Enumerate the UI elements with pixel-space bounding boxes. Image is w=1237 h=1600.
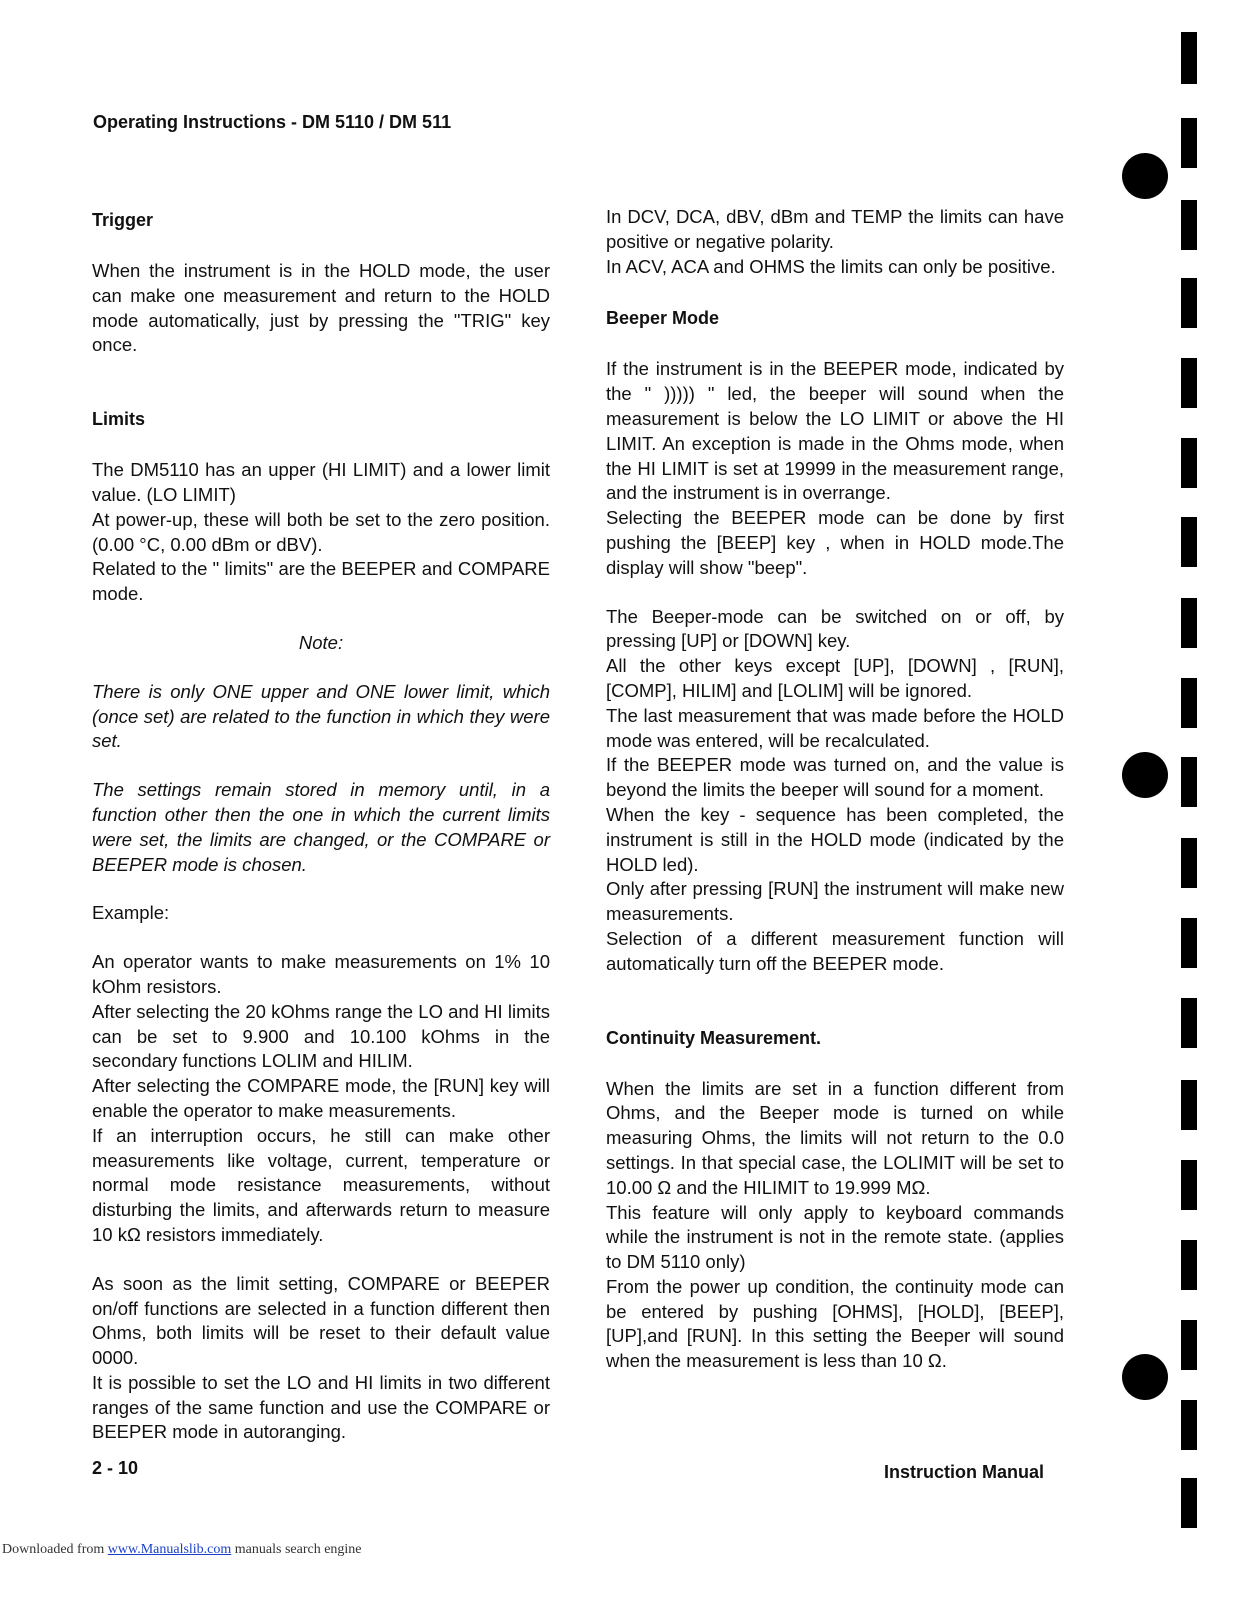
page-number: 2 - 10: [92, 1458, 139, 1478]
note-paragraph: The settings remain stored in memory until, in a function other then the one in which the current limits were set, the limits are changed, or the COMPARE or BEEPER mode is chosen.: [92, 779, 550, 875]
binding-mark: [1181, 278, 1197, 328]
binding-mark: [1181, 998, 1197, 1048]
punch-hole: [1122, 752, 1168, 798]
polarity-paragraph: In ACV, ACA and OHMS the limits can only be positive.: [606, 255, 1056, 277]
beeper-paragraph: When the key - sequence has been completed, the instrument is still in the HOLD mode (indicated by the HOLD led).: [606, 803, 1064, 875]
reset-paragraph: It is possible to set the LO and HI limits in two different ranges of the same function and use the COMPARE or BEEPER mode in autoranging.: [92, 1371, 550, 1443]
note-paragraph: There is only ONE upper and ONE lower limit, which (once set) are related to the function in which they were set.: [92, 680, 550, 752]
binding-mark: [1181, 757, 1197, 807]
page-header: Operating Instructions - DM 5110 / DM 511: [93, 112, 452, 132]
binding-mark: [1181, 1400, 1197, 1450]
download-notice: [2, 1542, 362, 1558]
trigger-text: When the instrument is in the HOLD mode, the user can make one measurement and return to the HOLD mode automatically, just by pressing the "TRIG" key once.: [92, 260, 550, 356]
binding-mark: [1181, 438, 1197, 488]
binding-mark: [1181, 678, 1197, 728]
beeper-paragraph: Selection of a different measurement function will automatically turn off the BEEPER mode.: [606, 927, 1064, 974]
binding-mark: [1181, 1160, 1197, 1210]
binding-mark: [1181, 598, 1197, 648]
binding-mark: [1181, 32, 1197, 84]
note-heading: Note:: [298, 631, 344, 653]
binding-mark: [1181, 838, 1197, 888]
beeper-paragraph: Selecting the BEEPER mode can be done by first pushing the [BEEP] key , when in HOLD mode.The display will show "beep".: [606, 507, 1064, 578]
binding-mark: [1181, 118, 1197, 168]
binding-mark: [1181, 1320, 1197, 1370]
right-column: [606, 205, 1064, 1374]
binding-mark: [1181, 918, 1197, 968]
beeper-paragraph: Only after pressing [RUN] the instrument will make new measurements.: [606, 878, 1064, 925]
beeper-paragraph: If the instrument is in the BEEPER mode, indicated by the " ))))) " led, the beeper will sound when the measurement is below the LO LIMIT or above the HI LIMIT. An exception is made in the Ohms mode, when the HI LIMIT is set at 19999 in the measurement range, and the instrument is in overrange.: [606, 358, 1064, 504]
example-paragraph: An operator wants to make measurements on 1% 10 kOhm resistors.: [92, 951, 550, 997]
binding-mark: [1181, 1478, 1197, 1528]
limits-paragraph: At power-up, these will both be set to the zero position. (0.00 °C, 0.00 dBm or dBV).: [92, 508, 550, 555]
continuity-paragraph: When the limits are set in a function different from Ohms, and the Beeper mode is turned on while measuring Ohms, the limits will not return to the 0.0 settings. In that special case, the LOLIMIT will be set to 10.00 Ω and the HILIMIT to 19.999 MΩ.: [606, 1077, 1064, 1198]
binding-mark: [1181, 517, 1197, 567]
limits-paragraph: The DM5110 has an upper (HI LIMIT) and a lower limit value. (LO LIMIT): [92, 459, 550, 505]
download-suffix: manuals search engine: [231, 1542, 362, 1557]
beeper-heading: Beeper Mode: [606, 308, 720, 329]
polarity-paragraph: In DCV, DCA, dBV, dBm and TEMP the limits can have positive or negative polarity.: [606, 206, 1064, 252]
beeper-paragraph: If the BEEPER mode was turned on, and the value is beyond the limits the beeper will sound for a moment.: [606, 754, 1064, 801]
example-label: Example:: [92, 902, 170, 924]
beeper-paragraph: The Beeper-mode can be switched on or off, by pressing [UP] or [DOWN] key.: [606, 605, 1064, 652]
footer-manual-label: Instruction Manual: [884, 1462, 1045, 1482]
beeper-paragraph: The last measurement that was made before the HOLD mode was entered, will be recalculated.: [606, 704, 1064, 751]
trigger-heading: Trigger: [92, 210, 154, 230]
example-paragraph: After selecting the 20 kOhms range the LO and HI limits can be set to 9.900 and 10.100 kOhms in the secondary functions LOLIM and HILIM.: [92, 1000, 550, 1072]
reset-paragraph: As soon as the limit setting, COMPARE or BEEPER on/off functions are selected in a function different then Ohms, both limits will be reset to their default value 0000.: [92, 1272, 550, 1369]
binding-mark: [1181, 358, 1197, 408]
example-paragraph: After selecting the COMPARE mode, the [RUN] key will enable the operator to make measurements.: [92, 1075, 550, 1121]
punch-hole: [1122, 1354, 1168, 1400]
beeper-paragraph: All the other keys except [UP], [DOWN] , [RUN], [COMP], HILIM] and [LOLIM] will be ignored.: [606, 655, 1064, 701]
limits-paragraph: Related to the " limits" are the BEEPER and COMPARE mode.: [92, 558, 550, 605]
example-paragraph: If an interruption occurs, he still can make other measurements like voltage, current, temperature or normal mode resistance measurements, without disturbing the limits, and afterwards return to measure 10 kΩ resistors immediately.: [92, 1124, 550, 1245]
download-prefix: Downloaded from: [2, 1542, 108, 1557]
binding-mark: [1181, 1080, 1197, 1130]
manualslib-link[interactable]: www.Manualslib.com: [107, 1542, 232, 1557]
punch-hole: [1122, 153, 1168, 199]
continuity-paragraph: From the power up condition, the continuity mode can be entered by pushing [OHMS], [HOLD], [BEEP], [UP],and [RUN]. In this setting the Beeper will sound when the measurement is less than 10 Ω.: [606, 1275, 1064, 1372]
binding-mark: [1181, 1240, 1197, 1290]
binding-mark: [1181, 200, 1197, 250]
continuity-heading: Continuity Measurement.: [606, 1027, 822, 1048]
continuity-paragraph: This feature will only apply to keyboard commands while the instrument is not in the remote state. (applies to DM 5110 only): [606, 1201, 1064, 1273]
left-column: [92, 205, 550, 1445]
limits-heading: Limits: [92, 409, 146, 430]
